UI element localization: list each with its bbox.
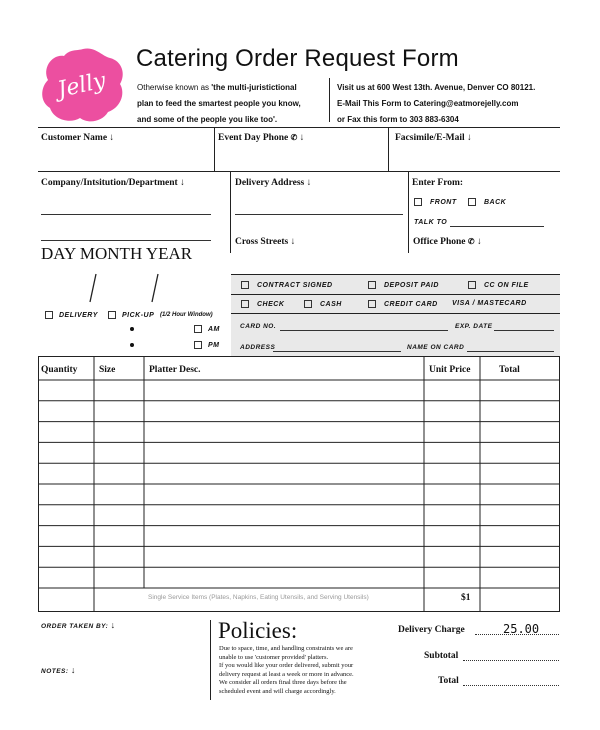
section-line: [231, 274, 560, 275]
delivery-checkbox[interactable]: DELIVERY: [45, 311, 98, 319]
service-items-text: Single Service Items (Plates, Napkins, Eating Utensils, and Serving Utensils): [148, 594, 369, 601]
order-taken-by-label: ORDER TAKEN BY: ↓: [41, 620, 116, 630]
delivery-charge-value: 25.00: [503, 622, 540, 636]
header-quantity: Quantity: [41, 365, 78, 375]
section-line: [231, 294, 560, 295]
am-checkbox[interactable]: AM: [194, 325, 220, 333]
divider: [214, 127, 215, 171]
subtotal-line[interactable]: [463, 660, 559, 661]
policy-line: Due to space, time, and handling constraints we are: [219, 645, 353, 652]
card-no-label: CARD NO.: [240, 323, 277, 330]
pm-checkbox[interactable]: PM: [194, 341, 220, 349]
tagline-1b: 'the multi-juristictional: [211, 83, 297, 92]
header-size: Size: [99, 365, 116, 375]
cash-checkbox[interactable]: CASH: [304, 300, 342, 308]
service-items-price: $1: [461, 593, 471, 603]
credit-card-checkbox[interactable]: CREDIT CARD: [368, 300, 438, 308]
tagline-3: and some of the people you like too'.: [137, 115, 278, 124]
talk-to-label: TALK TO: [414, 219, 448, 226]
name-on-card-label: NAME ON CARD: [407, 344, 465, 351]
bullet: [130, 327, 134, 331]
section-line: [38, 171, 560, 172]
card-no-line[interactable]: [280, 330, 448, 331]
fax-email-field[interactable]: Facsimile/E-Mail ↓: [395, 133, 472, 143]
arrow-down-icon: ↓: [109, 133, 115, 143]
policies-title: Policies:: [218, 618, 298, 643]
policy-line: We consider all orders final three days before the: [219, 679, 347, 686]
delivery-address-field[interactable]: Delivery Address ↓: [235, 178, 312, 188]
tagline-2: plan to feed the smartest people you know,: [137, 99, 301, 108]
address-label: ADDRESS: [240, 344, 276, 351]
divider: [388, 127, 389, 171]
header-unit-price: Unit Price: [429, 365, 471, 375]
policy-line: If you would like your order delivered, submit your: [219, 662, 354, 669]
policy-line: scheduled event and will charge accordingly.: [219, 687, 336, 695]
contact-address: Visit us at 600 West 13th. Avenue, Denver CO 80121.: [337, 83, 536, 92]
front-checkbox[interactable]: FRONT: [414, 198, 457, 206]
logo-text: Jelly: [55, 68, 108, 103]
name-on-card-line[interactable]: [467, 351, 554, 352]
check-checkbox[interactable]: CHECK: [241, 300, 284, 308]
divider: [408, 171, 409, 253]
enter-from-label: Enter From:: [412, 178, 464, 188]
exp-date-line[interactable]: [494, 330, 554, 331]
order-table: [38, 356, 560, 612]
tagline-1: Otherwise known as: [137, 83, 212, 92]
customer-name-field[interactable]: Customer Name ↓: [41, 133, 115, 143]
contract-signed-checkbox[interactable]: CONTRACT SIGNED: [241, 281, 333, 289]
deposit-paid-checkbox[interactable]: DEPOSIT PAID: [368, 281, 439, 289]
talk-to-line[interactable]: [450, 226, 544, 227]
page-title: Catering Order Request Form: [136, 45, 459, 72]
policy-line: delivery request at least a week or more in advance.: [219, 670, 354, 678]
delivery-charge-label: Delivery Charge: [398, 625, 465, 635]
event-phone-field[interactable]: Event Day Phone ✆ ↓: [218, 133, 305, 143]
policy-line: unable to use 'customer provided' platters.: [219, 653, 329, 661]
address-line[interactable]: [273, 351, 401, 352]
company-field[interactable]: Company/Intsitution/Department ↓: [41, 178, 185, 188]
arrow-down-icon: ↓: [110, 620, 116, 630]
pickup-checkbox[interactable]: PICK-UP: [108, 311, 154, 319]
total-label: Total: [438, 676, 459, 686]
arrow-down-icon: ↓: [299, 133, 305, 143]
exp-date-label: EXP. DATE: [455, 323, 493, 330]
arrow-down-icon: ↓: [290, 237, 296, 247]
phone-icon: ✆: [290, 133, 298, 142]
cc-on-file-checkbox[interactable]: CC ON FILE: [468, 281, 529, 289]
contact-email: E-Mail This Form to Catering@eatmorejelly.com: [337, 99, 519, 108]
arrow-down-icon: ↓: [306, 178, 312, 188]
header-divider: [329, 78, 330, 122]
section-line: [231, 313, 560, 314]
divider: [230, 171, 231, 253]
visa-mastercard-label: VISA / MASTECARD: [452, 300, 527, 307]
cross-streets-field[interactable]: Cross Streets ↓: [235, 237, 296, 247]
contact-fax: or Fax this form to 303 883-6304: [337, 115, 459, 124]
notes-label: NOTES: ↓: [41, 665, 76, 675]
subtotal-label: Subtotal: [424, 651, 459, 661]
company-line[interactable]: [41, 214, 211, 215]
arrow-down-icon: ↓: [476, 237, 482, 247]
header-platter-desc: Platter Desc.: [149, 365, 201, 375]
phone-icon: ✆: [467, 237, 475, 246]
back-checkbox[interactable]: BACK: [468, 198, 506, 206]
pickup-note: (1/2 Hour Window): [160, 312, 213, 318]
arrow-down-icon: ↓: [180, 178, 185, 188]
header-total: Total: [499, 365, 520, 375]
total-line[interactable]: [463, 685, 559, 686]
date-line[interactable]: [41, 240, 211, 241]
arrow-down-icon: ↓: [70, 665, 76, 675]
section-line: [38, 127, 560, 128]
delivery-address-line[interactable]: [235, 214, 403, 215]
date-separators: [80, 270, 180, 306]
office-phone-field[interactable]: Office Phone ✆ ↓: [413, 237, 482, 247]
jelly-logo: [40, 46, 126, 124]
divider: [210, 620, 211, 700]
policies-text: [219, 645, 389, 695]
bullet: [130, 343, 134, 347]
tagline: [137, 80, 327, 128]
contact-info: [337, 80, 535, 128]
date-label: DAY MONTH YEAR: [41, 244, 193, 263]
arrow-down-icon: ↓: [467, 133, 472, 143]
